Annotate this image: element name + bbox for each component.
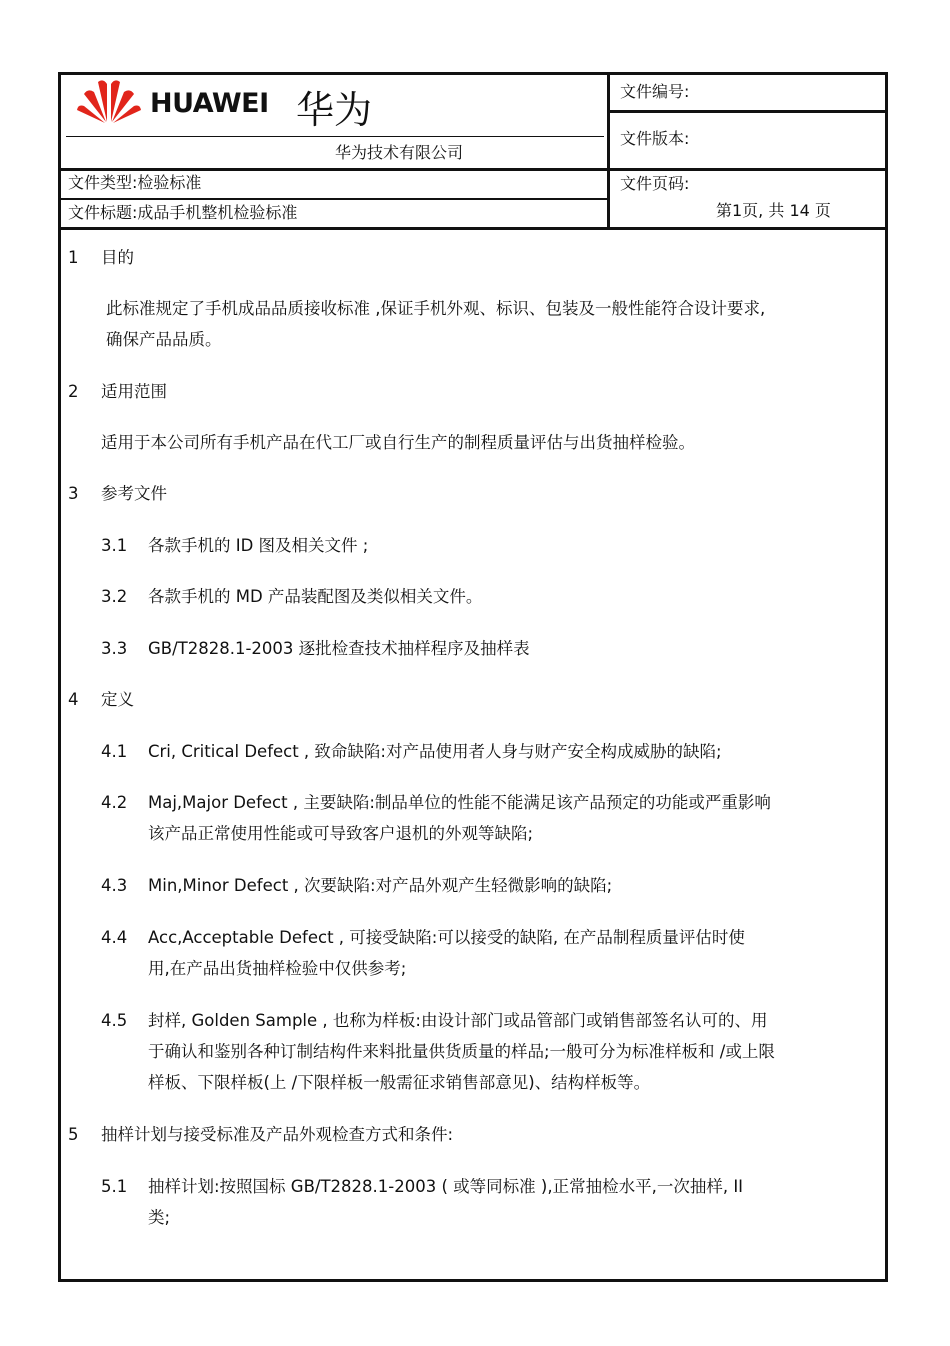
reference-text: GB/T2828.1-2003 逐批检查技术抽样程序及抽样表 [148, 639, 530, 658]
definition-text: 于确认和鉴别各种订制结构件来料批量供货质量的样品;一般可分为标准样板和 /或上限 [148, 1042, 775, 1061]
definition-text: Cri, Critical Defect , 致命缺陷:对产品使用者人身与财产安全构成威胁的缺陷; [148, 742, 722, 761]
section-title: 参考文件 [101, 484, 167, 503]
purpose-text: 此标准规定了手机成品品质接收标准 ,保证手机外观、标识、包装及一般性能符合设计要求, [106, 299, 766, 318]
doc-page-value: 第1页, 共 14 页 [716, 201, 831, 220]
section-number: 3 [68, 484, 79, 503]
purpose-text: 确保产品品质。 [106, 330, 222, 349]
sampling-text: 类; [148, 1208, 171, 1227]
sampling-text: 抽样计划:按照国标 GB/T2828.1-2003 ( 或等同标准 ),正常抽检水平,一次抽样, II [148, 1177, 744, 1196]
reference-text: 各款手机的 ID 图及相关文件 ; [148, 536, 369, 555]
definition-text: 样板、下限样板(上 /下限样板一般需征求销售部意见)、结构样板等。 [148, 1073, 651, 1092]
sampling-number: 5.1 [101, 1177, 128, 1196]
definition-number: 4.3 [101, 876, 128, 895]
definition-number: 4.1 [101, 742, 128, 761]
definition-text: 封样, Golden Sample , 也称为样板:由设计部门或品管部门或销售部签名认可的、用 [148, 1011, 768, 1030]
header-line-bottom [58, 227, 888, 230]
section-number: 4 [68, 690, 79, 709]
section-number: 2 [68, 382, 79, 401]
reference-text: 各款手机的 MD 产品装配图及类似相关文件。 [148, 587, 483, 606]
doc-title: 文件标题:成品手机整机检验标准 [68, 203, 298, 222]
section-title: 定义 [101, 690, 134, 709]
scope-text: 适用于本公司所有手机产品在代工厂或自行生产的制程质量评估与出货抽样检验。 [101, 433, 695, 452]
section-title: 抽样计划与接受标准及产品外观检查方式和条件: [101, 1125, 454, 1144]
company-name: 华为技术有限公司 [335, 143, 464, 162]
definition-text: Min,Minor Defect , 次要缺陷:对产品外观产生轻微影响的缺陷; [148, 876, 613, 895]
document-frame [58, 72, 888, 1282]
header-divider-vertical [607, 72, 610, 230]
header-line-row1 [58, 168, 888, 171]
doc-page-label: 文件页码: [620, 174, 690, 193]
reference-number: 3.2 [101, 587, 128, 606]
definition-text: 该产品正常使用性能或可导致客户退机的外观等缺陷; [148, 824, 534, 843]
reference-number: 3.3 [101, 639, 128, 658]
brand-name: HUAWEI [150, 88, 269, 119]
header-line-docnum [607, 110, 888, 113]
definition-text: Maj,Major Defect , 主要缺陷:制品单位的性能不能满足该产品预定的功能或严重影响 [148, 793, 771, 812]
section-title: 目的 [101, 248, 134, 267]
doc-number-label: 文件编号: [620, 82, 690, 101]
doc-type: 文件类型:检验标准 [68, 173, 202, 192]
definition-text: Acc,Acceptable Defect , 可接受缺陷:可以接受的缺陷, 在产品制程质量评估时使 [148, 928, 745, 947]
definition-number: 4.4 [101, 928, 128, 947]
definition-number: 4.5 [101, 1011, 128, 1030]
huawei-logo-icon [76, 76, 142, 124]
doc-version-label: 文件版本: [620, 129, 690, 148]
brand-name-chinese: 华为 [296, 88, 373, 132]
definition-number: 4.2 [101, 793, 128, 812]
header-line-logo-sep [66, 136, 604, 137]
section-number: 1 [68, 248, 79, 267]
section-title: 适用范围 [101, 382, 167, 401]
reference-number: 3.1 [101, 536, 128, 555]
section-number: 5 [68, 1125, 79, 1144]
header-line-row2 [58, 198, 610, 200]
definition-text: 用,在产品出货抽样检验中仅供参考; [148, 959, 407, 978]
